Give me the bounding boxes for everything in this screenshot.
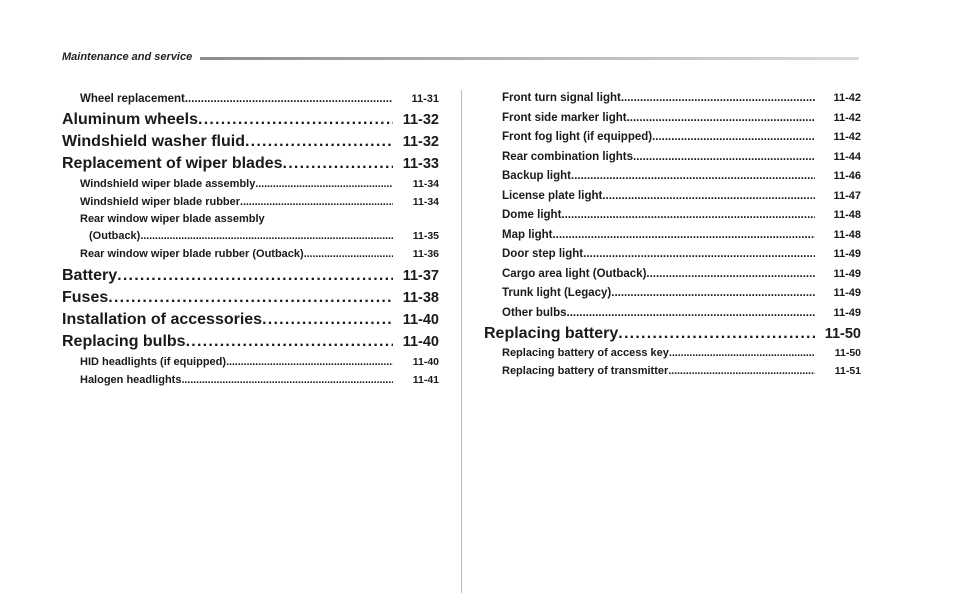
toc-entry-rear-combination-lights[interactable] [484, 148, 861, 168]
toc-entry-door-step-light[interactable] [484, 245, 861, 265]
dot-leader [117, 265, 393, 287]
toc-entry-page: 11-50 [834, 347, 861, 359]
toc-entry-title: Rear window wiper blade rubber (Outback) [80, 248, 304, 260]
section-title: Maintenance and service [62, 50, 200, 64]
toc-entry-aluminum-wheels[interactable] [62, 109, 439, 131]
toc-entry-windshield-wiper-blade-assembly[interactable] [62, 175, 439, 193]
dot-leader [198, 109, 393, 131]
toc-entry-title: Windshield wiper blade assembly [80, 178, 256, 190]
toc-entry-battery[interactable] [62, 265, 439, 287]
toc-entry-title: Map light [502, 228, 553, 241]
toc-entry-replacing-bulbs[interactable] [62, 331, 439, 353]
toc-entry-title: Fuses [62, 289, 109, 306]
toc-entry-page: 11-33 [402, 156, 439, 172]
toc-entry-title: Aluminum wheels [62, 111, 199, 128]
toc-entry-windshield-wiper-blade-rubber[interactable] [62, 193, 439, 211]
toc-entry-page: 11-34 [412, 178, 439, 190]
toc-entry-title: Other bulbs [502, 306, 567, 319]
dot-leader [108, 287, 393, 309]
toc-entry-backup-light[interactable] [484, 167, 861, 187]
toc-entry-page: 11-32 [402, 112, 439, 128]
toc-entry-page: 11-50 [824, 326, 861, 342]
toc-entry-title: Door step light [502, 248, 584, 260]
toc-entry-hid-headlights[interactable] [62, 353, 439, 371]
toc-entry-page: 11-49 [833, 267, 861, 280]
toc-entry-map-light[interactable] [484, 226, 861, 246]
dot-leader [561, 206, 815, 226]
toc-entry-page: 11-38 [402, 290, 439, 306]
toc-entry-cargo-area-light[interactable] [484, 265, 861, 285]
toc-entry-title: Replacement of wiper blades [62, 155, 283, 172]
toc-entry-title: Windshield washer fluid [62, 133, 245, 150]
dot-leader [668, 363, 815, 381]
dot-leader [552, 226, 815, 246]
toc-entry-title: Cargo area light (Outback) [502, 267, 647, 280]
toc-entry-title: Dome light [502, 209, 562, 221]
toc-entry-page: 11-40 [412, 356, 439, 368]
dot-leader [304, 245, 393, 263]
dot-leader [611, 284, 815, 304]
toc-entry-page: 11-42 [833, 111, 861, 124]
toc-entry-page: 11-40 [402, 312, 439, 328]
toc-entry-fuses[interactable] [62, 287, 439, 309]
dot-leader [652, 128, 815, 148]
toc-entry-title: Wheel replacement [80, 93, 185, 105]
dot-leader [571, 167, 815, 187]
toc-entry-title: License plate light [502, 189, 603, 202]
toc-entry-replacing-battery-access-key[interactable] [484, 345, 861, 363]
dot-leader [255, 175, 393, 193]
toc-entry-dome-light[interactable] [484, 206, 861, 226]
dot-leader [283, 153, 393, 175]
toc-entry-title: Trunk light (Legacy) [502, 287, 612, 299]
toc-entry-title: Front side marker light [502, 111, 627, 124]
toc-entry-title: Windshield wiper blade rubber [80, 196, 241, 208]
dot-leader [181, 371, 393, 389]
toc-entry-page: 11-44 [833, 150, 861, 163]
toc-entry-page: 11-42 [833, 92, 861, 104]
toc-entry-page: 11-48 [833, 228, 861, 241]
toc-entry-title: Rear combination lights [502, 150, 633, 163]
toc-left-column [62, 89, 439, 389]
dot-leader [185, 89, 393, 109]
dot-leader [627, 109, 815, 129]
toc-entry-other-bulbs[interactable] [484, 304, 861, 324]
page-header [62, 50, 859, 64]
dot-leader [618, 323, 815, 345]
dot-leader [186, 331, 393, 353]
dot-leader [646, 265, 815, 285]
dot-leader [140, 228, 393, 245]
toc-entry-front-turn-signal-light[interactable] [484, 89, 861, 109]
dot-leader [226, 353, 393, 371]
toc-right-column [484, 89, 861, 380]
toc-entry-replacement-of-wiper-blades[interactable] [62, 153, 439, 175]
toc-entry-page: 11-49 [833, 306, 861, 319]
toc-entry-title: (Outback) [89, 230, 141, 242]
toc-entry-title: Front fog light (if equipped) [502, 131, 653, 143]
toc-entry-page: 11-35 [412, 230, 439, 242]
dot-leader [245, 131, 393, 153]
toc-entry-page: 11-40 [402, 334, 439, 350]
toc-entry-page: 11-46 [833, 170, 861, 182]
toc-entry-trunk-light[interactable] [484, 284, 861, 304]
toc-entry-installation-of-accessories[interactable] [62, 309, 439, 331]
toc-entry-page: 11-37 [402, 268, 439, 284]
toc-entry-page: 11-48 [833, 209, 861, 221]
toc-entry-page: 11-31 [411, 93, 439, 105]
toc-entry-replacing-battery[interactable] [484, 323, 861, 345]
toc-entry-rear-window-wiper-blade-assembly[interactable] [62, 211, 439, 245]
toc-entry-page: 11-41 [412, 374, 439, 386]
dot-leader [633, 148, 815, 168]
dot-leader [621, 89, 815, 109]
toc-entry-page: 11-34 [412, 196, 439, 208]
toc-entry-page: 11-32 [402, 134, 439, 150]
toc-entry-title: Replacing bulbs [62, 333, 186, 350]
toc-entry-title: Halogen headlights [80, 374, 182, 386]
dot-leader [583, 245, 815, 265]
toc-entry-halogen-headlights[interactable] [62, 371, 439, 389]
toc-entry-front-side-marker-light[interactable] [484, 109, 861, 129]
toc-entry-title: Installation of accessories [62, 311, 263, 328]
toc-entry-title: Replacing battery of transmitter [502, 364, 669, 377]
toc-entry-title-line1: Rear window wiper blade assembly [80, 213, 265, 225]
toc-entry-title: Backup light [502, 170, 572, 182]
toc-entry-title: Front turn signal light [502, 92, 621, 104]
toc-entry-wheel-replacement[interactable] [62, 89, 439, 109]
toc-entry-title: Battery [62, 267, 118, 284]
toc-entry-license-plate-light[interactable] [484, 187, 861, 207]
dot-leader [240, 193, 393, 211]
dot-leader [262, 309, 393, 331]
toc-entry-windshield-washer-fluid[interactable] [62, 131, 439, 153]
toc-entry-page: 11-51 [834, 364, 861, 377]
dot-leader [602, 187, 815, 207]
toc-entry-page: 11-47 [833, 189, 861, 202]
toc-entry-rear-window-wiper-blade-rubber[interactable] [62, 245, 439, 263]
dot-leader [567, 304, 815, 324]
toc-entry-replacing-battery-transmitter[interactable] [484, 363, 861, 381]
toc-entry-title: HID headlights (if equipped) [80, 356, 227, 368]
toc-entry-title: Replacing battery [484, 325, 619, 342]
toc-entry-page: 11-49 [833, 248, 861, 260]
toc-entry-front-fog-light[interactable] [484, 128, 861, 148]
toc-entry-page: 11-49 [833, 287, 861, 299]
toc-entry-page: 11-36 [412, 248, 439, 260]
toc-entry-page: 11-42 [833, 131, 861, 143]
column-divider [461, 90, 462, 593]
dot-leader [669, 345, 815, 363]
toc-entry-title: Replacing battery of access key [502, 347, 669, 359]
